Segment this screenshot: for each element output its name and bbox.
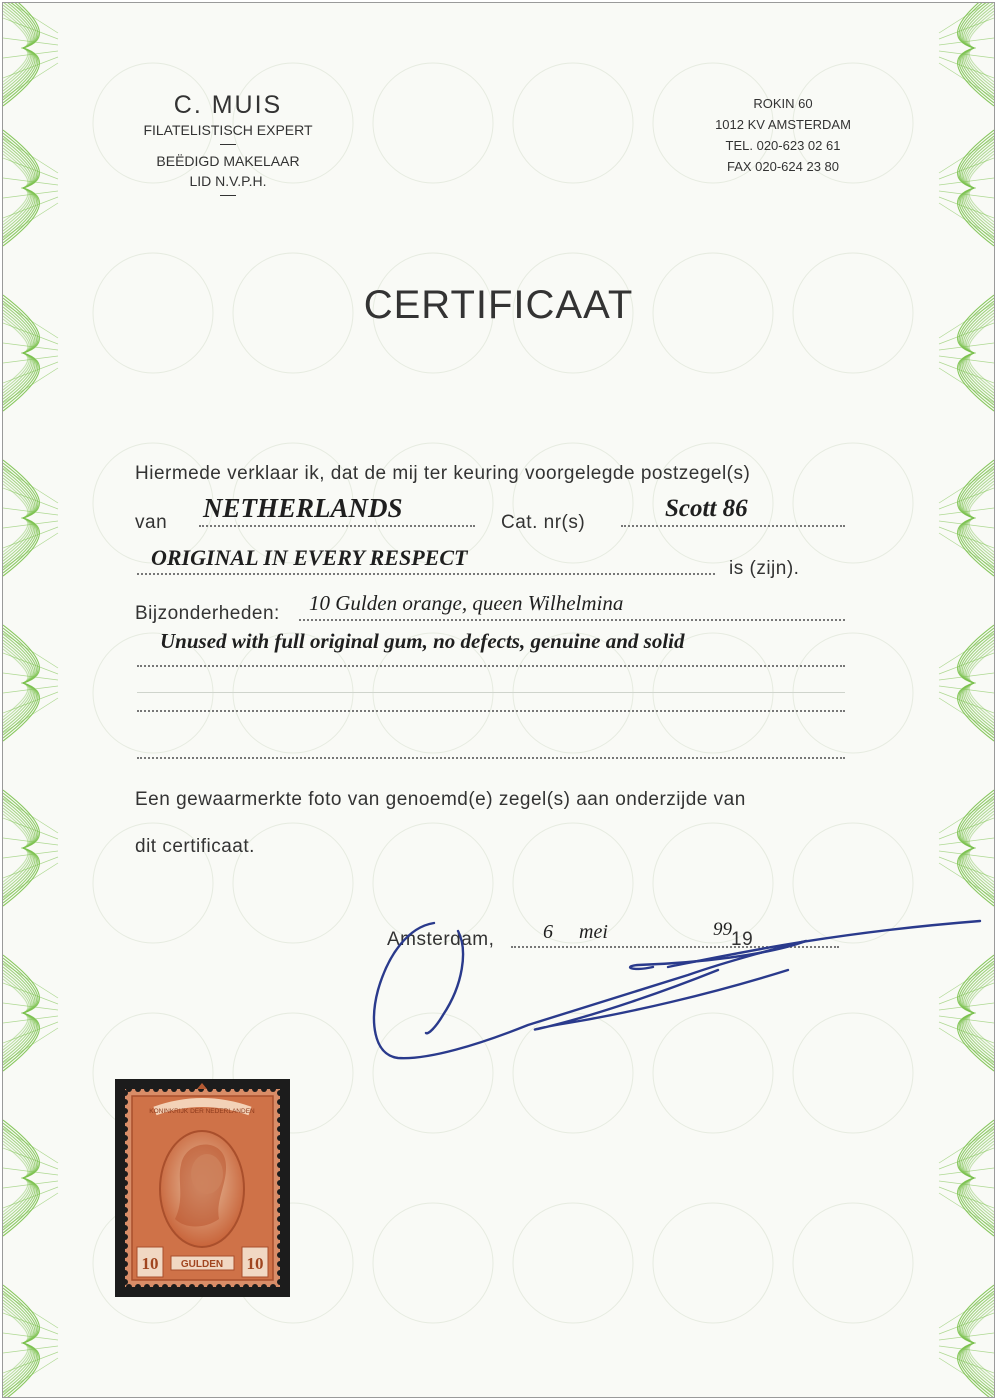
dotted-line [621, 525, 845, 527]
stamp-currency: GULDEN [180, 1259, 224, 1270]
dotted-line [137, 710, 845, 712]
dotted-line [199, 525, 475, 527]
guilloche-crescent [939, 790, 994, 906]
guilloche-crescent [3, 1285, 58, 1397]
dotted-line [137, 757, 845, 759]
declaration-text: Hiermede verklaar ik, dat de mij ter keuring voorgelegde postzegel(s) [135, 463, 751, 484]
stamp-inscription: KONINKRIJK DER NEDERLANDEN [149, 1108, 255, 1115]
address-line: TEL. 020-623 02 61 [725, 138, 841, 153]
date-day: 6 [543, 921, 553, 943]
guilloche-crescent [3, 460, 58, 576]
guilloche-crescent [939, 130, 994, 246]
guilloche-crescent [3, 790, 58, 906]
date-month: mei [579, 921, 608, 943]
expert-header [103, 91, 353, 202]
divider [220, 195, 236, 196]
country-value: NETHERLANDS [203, 493, 403, 523]
dotted-line [137, 665, 845, 667]
photo-note-line-2: dit certificaat. [135, 836, 255, 857]
guilloche-crescent [3, 130, 58, 246]
stamp-value-left: 10 [141, 1254, 159, 1273]
guilloche-crescent [939, 1120, 994, 1236]
address-line: 1012 KV AMSTERDAM [715, 117, 851, 132]
address-line: FAX 020-624 23 80 [726, 159, 840, 174]
certificate-title: CERTIFICAAT [363, 283, 634, 327]
details-line-1: 10 Gulden orange, queen Wilhelmina [309, 591, 624, 615]
fold-line [137, 692, 845, 693]
handwritten-signature [368, 915, 995, 1065]
dotted-line [299, 619, 845, 621]
details-line-2: Unused with full original gum, no defects, genuine and solid [160, 629, 685, 653]
photo-note-line-1: Een gewaarmerkte foto van genoemd(e) zegel(s) aan onderzijde van [135, 789, 746, 810]
stamp-image [115, 1079, 290, 1297]
catalog-label: Cat. nr(s) [501, 512, 586, 533]
guilloche-crescent [939, 1285, 994, 1397]
stamp-value-right: 10 [246, 1254, 264, 1273]
guilloche-crescent [3, 3, 58, 106]
guilloche-crescent [939, 3, 994, 106]
van-label: van [135, 512, 168, 533]
is-label: is (zijn). [729, 558, 800, 579]
guilloche-crescent [3, 1120, 58, 1236]
date-year: 99 [713, 919, 732, 940]
certificate-sheet [2, 2, 995, 1398]
stamp-photo-frame [115, 1079, 290, 1297]
address-block [683, 93, 883, 177]
details-label: Bijzonderheden: [135, 603, 280, 624]
guilloche-crescent [939, 460, 994, 576]
address-line: ROKIN 60 [753, 96, 813, 111]
guilloche-crescent [3, 955, 58, 1071]
expert-membership: LID N.V.P.H. [189, 173, 267, 189]
verdict-value: ORIGINAL IN EVERY RESPECT [151, 545, 468, 570]
expert-title: BEËDIGD MAKELAAR [156, 153, 300, 169]
date-century: 19 [731, 929, 754, 950]
expert-role: FILATELISTISCH EXPERT [143, 122, 313, 138]
guilloche-crescent [939, 625, 994, 741]
dotted-line [137, 573, 715, 575]
divider [220, 144, 236, 145]
place-label: Amsterdam, [387, 929, 495, 950]
guilloche-crescent [3, 625, 58, 741]
expert-name: C. MUIS [173, 91, 283, 119]
catalog-value: Scott 86 [665, 495, 748, 522]
